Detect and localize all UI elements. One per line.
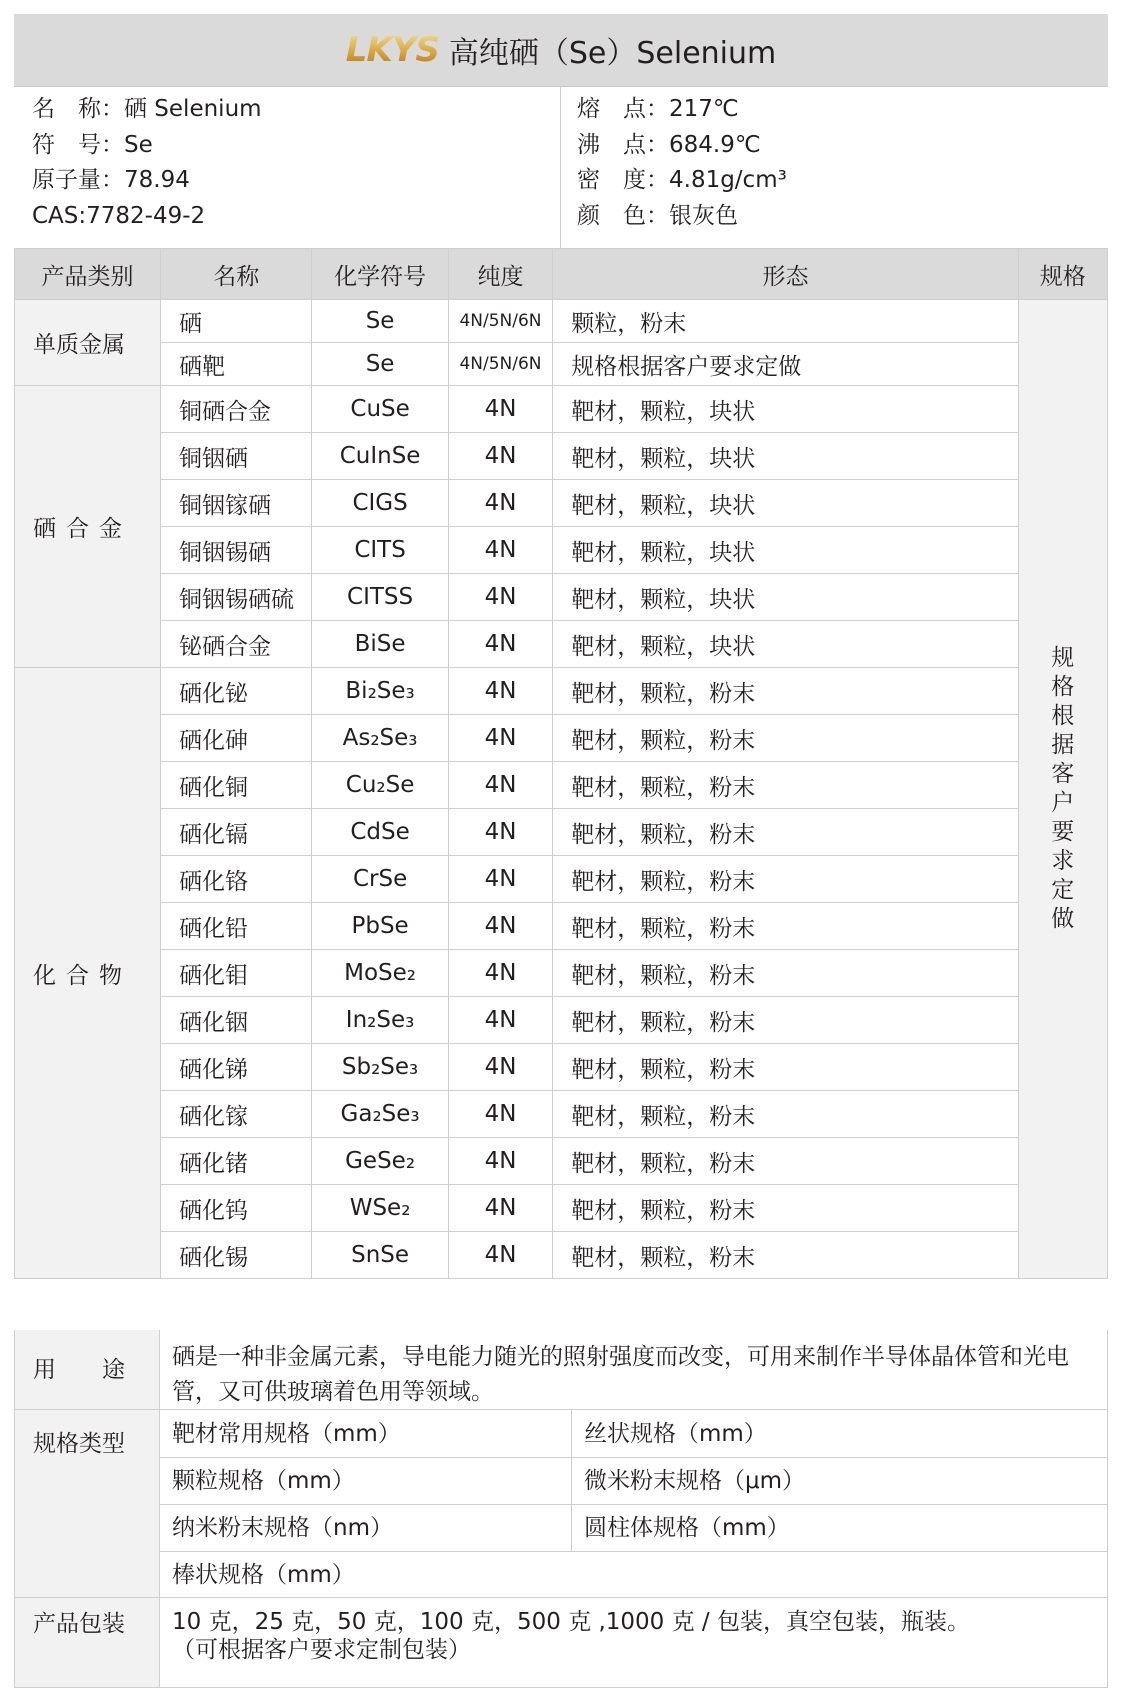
table-row [15, 621, 1108, 668]
chemical-symbol: SnSe [312, 1232, 448, 1279]
header-category: 产品类别 [15, 249, 161, 300]
product-name: 铋硒合金 [161, 621, 312, 668]
product-name: 硒化锗 [161, 1138, 312, 1185]
spec-type-granule: 颗粒规格（mm） [160, 1457, 572, 1505]
product-form: 靶材，颗粒，粉末 [553, 668, 1018, 715]
product-form: 靶材，颗粒，粉末 [553, 1138, 1018, 1185]
product-form: 靶材，颗粒，粉末 [553, 762, 1018, 809]
purity: 4N [448, 621, 553, 668]
header-name: 名称 [161, 249, 312, 300]
info-atomic-mass: 原子量：78.94 [32, 167, 190, 193]
purity: 4N [448, 950, 553, 997]
purity: 4N/5N/6N [448, 343, 553, 386]
product-sheet [14, 14, 1108, 1688]
table-row [15, 300, 1108, 343]
purity: 4N [448, 386, 553, 433]
product-form: 靶材，颗粒，粉末 [553, 1044, 1018, 1091]
table-row [15, 433, 1108, 480]
table-row [15, 480, 1108, 527]
product-form: 靶材，颗粒，块状 [553, 527, 1018, 574]
purity: 4N [448, 715, 553, 762]
basic-info-left [14, 86, 561, 248]
packaging-label: 产品包装 [14, 1598, 160, 1688]
product-name: 铜铟锡硒硫 [161, 574, 312, 621]
chemical-symbol: Ga₂Se₃ [312, 1091, 448, 1138]
chemical-symbol: MoSe₂ [312, 950, 448, 997]
chemical-symbol: CuSe [312, 386, 448, 433]
chemical-symbol: CITSS [312, 574, 448, 621]
spec-types-grid [160, 1410, 1108, 1598]
table-row [15, 1138, 1108, 1185]
packaging-text [160, 1598, 1107, 1664]
purity: 4N [448, 997, 553, 1044]
product-form: 规格根据客户要求定做 [553, 343, 1018, 386]
page-title: 高纯硒（Se）Selenium [448, 36, 777, 71]
company-logo: LKYS [345, 30, 439, 70]
product-name: 硒化铬 [161, 856, 312, 903]
product-name: 硒化砷 [161, 715, 312, 762]
spec-note: 规格根据客户要求定做 [1051, 645, 1075, 932]
product-name: 硒化镉 [161, 809, 312, 856]
table-row [15, 1185, 1108, 1232]
info-density: 密 度：4.81g/cm³ [577, 167, 787, 193]
chemical-symbol: Bi₂Se₃ [312, 668, 448, 715]
product-name: 硒化镓 [161, 1091, 312, 1138]
purity: 4N [448, 574, 553, 621]
purity: 4N [448, 1232, 553, 1279]
product-name: 铜硒合金 [161, 386, 312, 433]
info-cas: CAS:7782-49-2 [32, 202, 206, 229]
product-table [14, 248, 1108, 1279]
product-name: 硒化铜 [161, 762, 312, 809]
product-form: 靶材，颗粒，粉末 [553, 903, 1018, 950]
table-row [15, 1091, 1108, 1138]
chemical-symbol: Sb₂Se₃ [312, 1044, 448, 1091]
product-name: 硒化铟 [161, 997, 312, 1044]
packaging-line-2: （可根据客户要求定制包装） [172, 1637, 471, 1663]
purity: 4N [448, 1091, 553, 1138]
spec-type-target: 靶材常用规格（mm） [160, 1410, 572, 1458]
usage-label: 用 途 [14, 1330, 160, 1410]
usage-text: 硒是一种非金属元素，导电能力随光的照射强度而改变，可用来制作半导体晶体管和光电管，又可供玻璃着色用等领域。 [172, 1344, 1069, 1405]
table-row [15, 343, 1108, 386]
table-header-row [15, 249, 1108, 300]
info-symbol: 符 号：Se [32, 131, 153, 158]
purity: 4N [448, 1185, 553, 1232]
product-form: 靶材，颗粒，块状 [553, 386, 1018, 433]
product-name: 硒化锑 [161, 1044, 312, 1091]
table-row [15, 809, 1108, 856]
chemical-symbol: Se [312, 343, 448, 386]
chemical-symbol: In₂Se₃ [312, 997, 448, 1044]
table-row [15, 997, 1108, 1044]
bottom-section [14, 1330, 1108, 1688]
product-name: 铜铟锡硒 [161, 527, 312, 574]
chemical-symbol: Se [312, 300, 448, 343]
table-row [15, 386, 1108, 433]
purity: 4N [448, 527, 553, 574]
table-row [15, 903, 1108, 950]
chemical-symbol: PbSe [312, 903, 448, 950]
basic-info-right [561, 86, 1108, 248]
table-row [15, 527, 1108, 574]
info-boiling-point: 沸 点：684.9℃ [577, 131, 761, 158]
usage-text-cell [160, 1330, 1108, 1410]
table-row [15, 715, 1108, 762]
product-form: 靶材，颗粒，粉末 [553, 997, 1018, 1044]
table-body [15, 300, 1108, 1279]
header-form: 形态 [553, 249, 1018, 300]
info-name: 名 称：硒 Selenium [32, 96, 262, 122]
product-name: 铜铟硒 [161, 433, 312, 480]
category-cell: 单质金属 [15, 300, 161, 386]
product-form: 靶材，颗粒，块状 [553, 574, 1018, 621]
table-row [15, 856, 1108, 903]
spec-note-cell [1018, 300, 1107, 1279]
product-form: 靶材，颗粒，粉末 [553, 950, 1018, 997]
purity: 4N [448, 480, 553, 527]
spec-types-label: 规格类型 [14, 1410, 160, 1598]
product-name: 硒化锡 [161, 1232, 312, 1279]
packaging-line-1: 10 克，25 克，50 克，100 克，500 克 ,1000 克 / 包装，真空包装，瓶装。 [172, 1609, 970, 1635]
chemical-symbol: CdSe [312, 809, 448, 856]
product-form: 颗粒，粉末 [553, 300, 1018, 343]
product-name: 硒化钨 [161, 1185, 312, 1232]
chemical-symbol: CIGS [312, 480, 448, 527]
packaging-cell [160, 1598, 1108, 1688]
product-form: 靶材，颗粒，粉末 [553, 856, 1018, 903]
table-row [15, 574, 1108, 621]
chemical-symbol: CrSe [312, 856, 448, 903]
spec-type-nano-powder: 纳米粉末规格（nm） [160, 1504, 572, 1552]
spec-type-rod: 棒状规格（mm） [172, 1562, 355, 1588]
category-cell: 化合物 [15, 668, 161, 1279]
purity: 4N [448, 668, 553, 715]
purity: 4N [448, 856, 553, 903]
product-form: 靶材，颗粒，粉末 [553, 1091, 1018, 1138]
product-name: 硒靶 [161, 343, 312, 386]
header-purity: 纯度 [448, 249, 553, 300]
product-name: 硒 [161, 300, 312, 343]
product-form: 靶材，颗粒，块状 [553, 621, 1018, 668]
product-name: 硒化铋 [161, 668, 312, 715]
chemical-symbol: Cu₂Se [312, 762, 448, 809]
chemical-symbol: BiSe [312, 621, 448, 668]
table-row [15, 950, 1108, 997]
product-name: 硒化钼 [161, 950, 312, 997]
chemical-symbol: WSe₂ [312, 1185, 448, 1232]
product-form: 靶材，颗粒，粉末 [553, 1232, 1018, 1279]
purity: 4N [448, 433, 553, 480]
info-color: 颜 色：银灰色 [577, 202, 738, 229]
product-form: 靶材，颗粒，粉末 [553, 809, 1018, 856]
purity: 4N [448, 762, 553, 809]
purity: 4N [448, 1138, 553, 1185]
purity: 4N [448, 1044, 553, 1091]
purity: 4N [448, 809, 553, 856]
product-form: 靶材，颗粒，粉末 [553, 715, 1018, 762]
table-row [15, 1044, 1108, 1091]
category-cell: 硒合金 [15, 386, 161, 668]
info-melting-point: 熔 点：217℃ [577, 96, 739, 122]
product-form: 靶材，颗粒，块状 [553, 433, 1018, 480]
chemical-symbol: CuInSe [312, 433, 448, 480]
header-symbol: 化学符号 [312, 249, 448, 300]
product-form: 靶材，颗粒，块状 [553, 480, 1018, 527]
header-spec: 规格 [1018, 249, 1107, 300]
product-name: 硒化铅 [161, 903, 312, 950]
purity: 4N [448, 903, 553, 950]
table-row [15, 762, 1108, 809]
chemical-symbol: CITS [312, 527, 448, 574]
title-banner [14, 14, 1108, 87]
spec-type-cylinder: 圆柱体规格（mm） [572, 1504, 1107, 1552]
product-name: 铜铟镓硒 [161, 480, 312, 527]
chemical-symbol: GeSe₂ [312, 1138, 448, 1185]
table-row [15, 668, 1108, 715]
product-form: 靶材，颗粒，粉末 [553, 1185, 1018, 1232]
chemical-symbol: As₂Se₃ [312, 715, 448, 762]
spec-type-micron-powder: 微米粉末规格（μm） [572, 1457, 1107, 1505]
table-row [15, 1232, 1108, 1279]
spec-type-wire: 丝状规格（mm） [572, 1410, 1107, 1458]
purity: 4N/5N/6N [448, 300, 553, 343]
